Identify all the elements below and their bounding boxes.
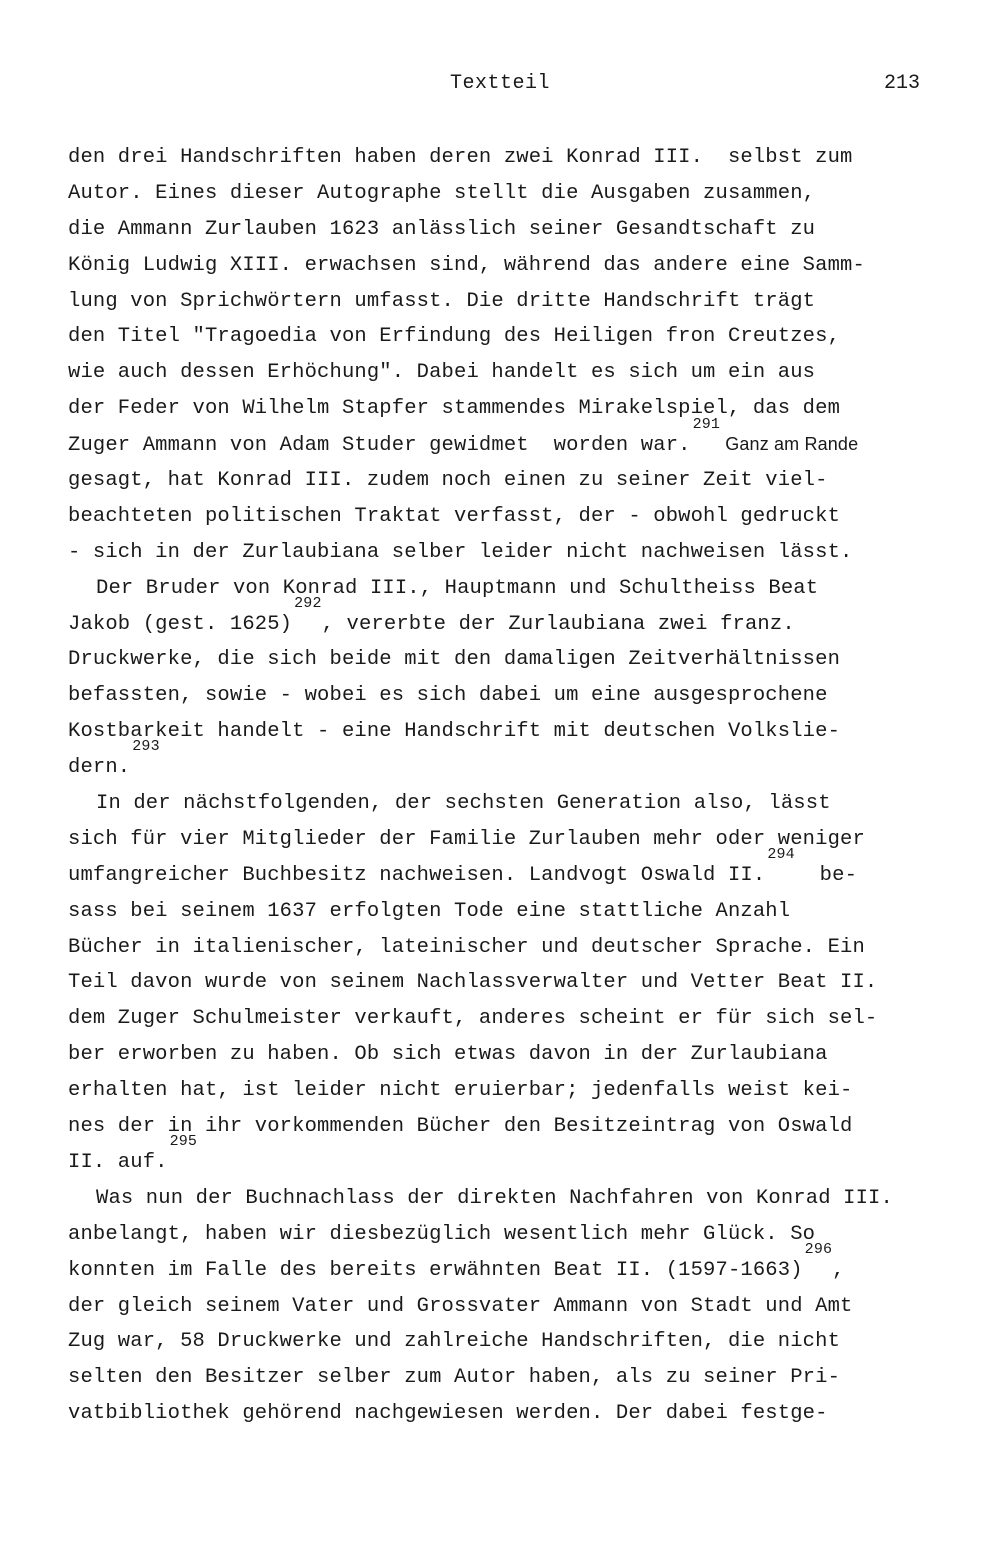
- footnote-marker: 293: [132, 738, 160, 756]
- line-text: Der Bruder von Konrad III., Hauptmann und Schultheiss Beat: [96, 576, 819, 600]
- text-line: [68, 463, 968, 499]
- text-line: [68, 738, 968, 786]
- line-text: nes der in ihr vorkommenden Bücher den Besitzeintrag von Oswald: [68, 1115, 853, 1139]
- text-line: [68, 1360, 968, 1396]
- text-line: [68, 678, 968, 714]
- line-text: Bücher in italienischer, lateinischer und deutscher Sprache. Ein: [68, 935, 865, 959]
- line-text: vatbibliothek gehörend nachgewiesen werden. Der dabei festge-: [68, 1402, 828, 1426]
- line-text: sich für vier Mitglieder der Familie Zurlauben mehr oder weniger: [68, 827, 865, 851]
- text-line: [68, 1396, 968, 1432]
- text-line: [68, 248, 968, 284]
- line-text-continuation: , vererbte der Zurlaubiana zwei franz.: [321, 612, 795, 636]
- line-text: Druckwerke, die sich beide mit den damaligen Zeitverhältnissen: [68, 648, 841, 672]
- body-text: [68, 140, 968, 1432]
- line-text: Was nun der Buchnachlass der direkten Nachfahren von Konrad III.: [96, 1186, 893, 1210]
- line-text: den drei Handschriften haben deren zwei Konrad III. selbst zum: [68, 146, 853, 169]
- text-line: [68, 391, 968, 427]
- line-text: der gleich seinem Vater und Grossvater Ammann von Stadt und Amt: [68, 1294, 853, 1318]
- text-line: [68, 894, 968, 930]
- text-line: [68, 1217, 968, 1253]
- line-text: anbelangt, haben wir diesbezüglich wesentlich mehr Glück. So: [68, 1222, 816, 1246]
- text-line: [68, 499, 968, 535]
- text-line: [68, 416, 968, 463]
- line-text: dern.: [68, 756, 131, 780]
- text-line: [68, 930, 968, 966]
- line-text: gesagt, hat Konrad III. zudem noch einen zu seiner Zeit viel-: [68, 469, 828, 493]
- text-line: [68, 822, 968, 858]
- line-text: sass bei seinem 1637 erfolgten Tode eine stattliche Anzahl: [68, 899, 791, 923]
- line-text: erhalten hat, ist leider nicht eruierbar; jedenfalls weist kei-: [68, 1079, 853, 1103]
- line-text: die Ammann Zurlauben 1623 anlässlich seiner Gesandtschaft zu: [68, 217, 816, 241]
- line-text: selten den Besitzer selber zum Autor haben, als zu seiner Pri-: [68, 1366, 841, 1390]
- line-text: Zuger Ammann von Adam Studer gewidmet worden war.: [68, 434, 691, 458]
- line-text: konnten im Falle des bereits erwähnten Beat II. (1597-1663): [68, 1258, 803, 1282]
- line-text: König Ludwig XIII. erwachsen sind, während das andere eine Samm-: [68, 253, 865, 277]
- line-text: Zug war, 58 Druckwerke und zahlreiche Handschriften, die nicht: [68, 1330, 841, 1354]
- text-line: [68, 1109, 968, 1145]
- text-line: [68, 1073, 968, 1109]
- text-line: [68, 786, 968, 822]
- text-line: [68, 1324, 968, 1360]
- running-header: [0, 72, 1000, 100]
- line-text: ber erworben zu haben. Ob sich etwas davon in der Zurlaubiana: [68, 1043, 828, 1067]
- line-text: lung von Sprichwörtern umfasst. Die dritte Handschrift trägt: [68, 289, 816, 313]
- text-line: [68, 571, 968, 607]
- text-line: [68, 1037, 968, 1073]
- footnote-marker: 291: [692, 416, 721, 434]
- text-line: [68, 714, 968, 750]
- line-text: dem Zuger Schulmeister verkauft, anderes scheint er für sich sel-: [68, 1007, 878, 1031]
- text-line: [68, 965, 968, 1001]
- text-line: [68, 1181, 968, 1217]
- line-text: der Feder von Wilhelm Stapfer stammendes Mirakelspiel, das dem: [68, 397, 841, 421]
- line-text: Jakob (gest. 1625): [68, 612, 293, 636]
- text-line: [68, 1001, 968, 1037]
- text-line: [68, 140, 968, 176]
- line-text: befassten, sowie - wobei es sich dabei um eine ausgesprochene: [68, 684, 828, 708]
- text-line: [68, 212, 968, 248]
- line-text: II. auf.: [68, 1150, 168, 1174]
- line-text-continuation: ,: [832, 1258, 845, 1282]
- text-line: [68, 642, 968, 678]
- line-text: - sich in der Zurlaubiana selber leider nicht nachweisen lässt.: [68, 540, 853, 564]
- footnote-marker: 292: [294, 594, 322, 612]
- line-text: In der nächstfolgenden, der sechsten Generation also, lässt: [96, 792, 831, 816]
- line-text: wie auch dessen Erhöchung". Dabei handelt es sich um ein aus: [68, 361, 816, 385]
- text-line: [68, 1240, 968, 1289]
- text-line: [68, 1289, 968, 1325]
- text-line: [68, 1133, 968, 1181]
- text-line: [68, 845, 968, 894]
- text-line: [68, 176, 968, 212]
- text-line: [68, 535, 968, 571]
- line-text: Kostbarkeit handelt - eine Handschrift mit deutschen Volkslie-: [68, 720, 841, 744]
- line-text: Autor. Eines dieser Autographe stellt die Ausgaben zusammen,: [68, 181, 816, 205]
- line-text: umfangreicher Buchbesitz nachweisen. Landvogt Oswald II.: [68, 863, 766, 887]
- line-text: Teil davon wurde von seinem Nachlassverwalter und Vetter Beat II.: [68, 971, 878, 995]
- footnote-marker: 296: [804, 1240, 833, 1258]
- line-text: den Titel "Tragoedia von Erfindung des Heiligen fron Creutzes,: [68, 325, 841, 349]
- text-line: [68, 594, 968, 643]
- running-title: Textteil: [450, 72, 551, 95]
- line-text: beachteten politischen Traktat verfasst, der - obwohl gedruckt: [68, 504, 841, 528]
- footnote-marker: 294: [767, 845, 795, 863]
- text-line: [68, 319, 968, 355]
- footnote-marker: 295: [169, 1133, 198, 1151]
- text-line: [68, 355, 968, 391]
- page-number: 213: [884, 72, 921, 95]
- text-line: [68, 284, 968, 320]
- line-text-continuation: Ganz am Rande: [720, 434, 859, 455]
- line-text-continuation: be-: [794, 863, 858, 887]
